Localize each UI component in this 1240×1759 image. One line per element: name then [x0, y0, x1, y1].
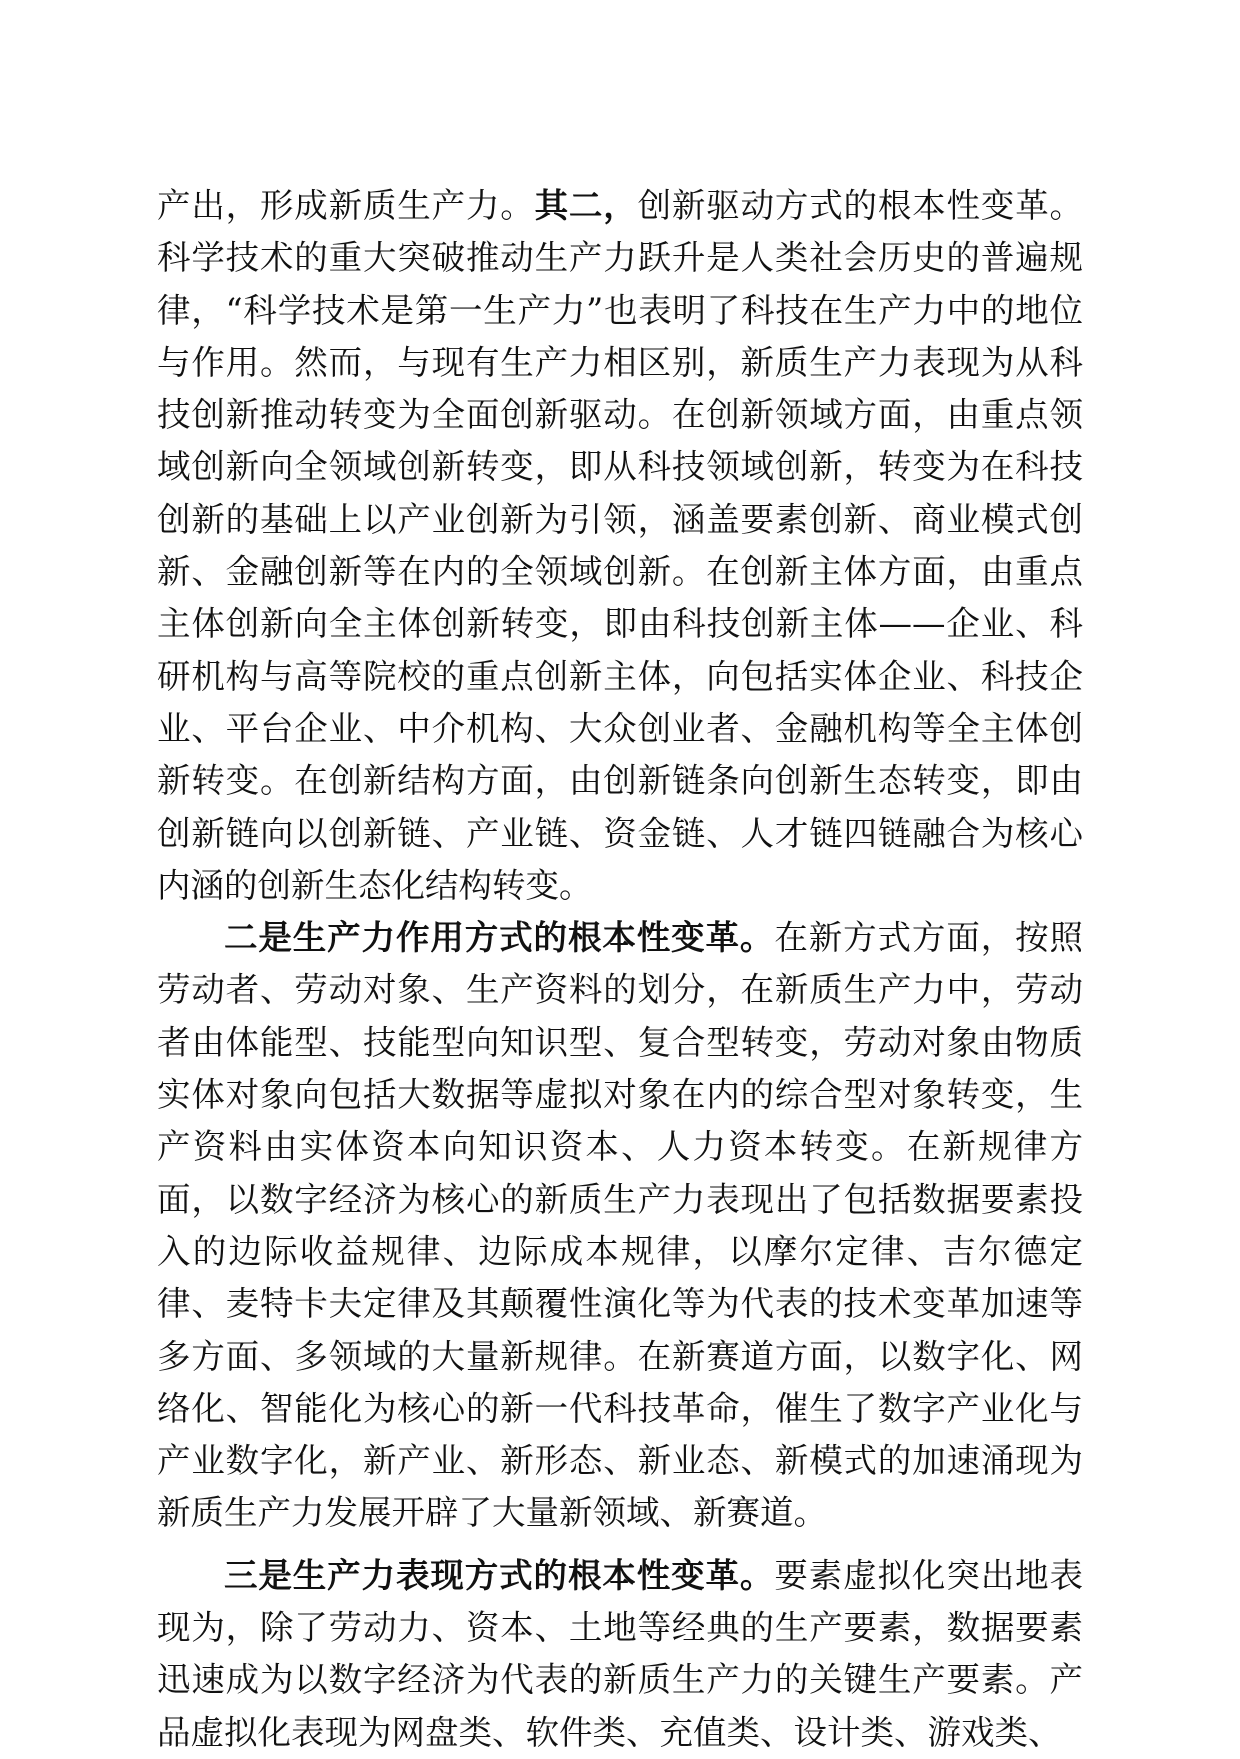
paragraph1-lead-text: 产出，形成新质生产力。 — [157, 186, 535, 225]
paragraph2-heading: 二是生产力作用方式的根本性变革。 — [224, 918, 775, 958]
paragraph1-body: 创新驱动方式的根本性变革。科学技术的重大突破推动生产力跃升是人类社会历史的普遍规律，“科学技术是第一生产力”也表明了科技在生产力中的地位与作用。然而，与现有生产力相区别，新质生产力表现为从科技创新推动转变为全面创新驱动。在创新领域方面，由重点领域创新向全领域创新转变，即从科技领域创新，转变为在科技创新的基础上以产业创新为引领，涵盖要素创新、商业模式创新、金融创新等在内的全领域创新。在创新主体方面，由重点主体创新向全主体创新转变，即由科技创新主体——企业、科研机构与高等院校的重点创新主体，向包括实体企业、科技企业、平台企业、中介机构、大众创业者、金融机构等全主体创新转变。在创新结构方面，由创新链条向创新生态转变，即由创新链向以创新链、产业链、资金链、人才链四链融合为核心内涵的创新生态化结构转变。 — [157, 186, 1084, 905]
paragraph1-heading: 其二， — [534, 186, 638, 225]
paragraph3-body: 要素虚拟化突出地表现为，除了劳动力、资本、土地等经典的生产要素，数据要素迅速成为以数字经济为代表的新质生产力的关键生产要素。产品虚拟化表现为网盘类、软件类、充值类、设计类、游戏类、 — [157, 1555, 1084, 1752]
paragraph3-heading: 三是生产力表现方式的根本性变革。 — [224, 1555, 775, 1595]
document-body — [157, 180, 1083, 1759]
paragraph-innovation-driven — [157, 180, 1083, 912]
paragraph-productivity-mode — [157, 912, 1083, 1540]
paragraph-productivity-expression — [157, 1550, 1083, 1759]
paragraph2-body: 在新方式方面，按照劳动者、劳动对象、生产资料的划分，在新质生产力中，劳动者由体能型、技能型向知识型、复合型转变，劳动对象由物质实体对象向包括大数据等虚拟对象在内的综合型对象转变，生产资料由实体资本向知识资本、人力资本转变。在新规律方面，以数字经济为核心的新质生产力表现出了包括数据要素投入的边际收益规律、边际成本规律，以摩尔定律、吉尔德定律、麦特卡夫定律及其颠覆性演化等为代表的技术变革加速等多方面、多领域的大量新规律。在新赛道方面，以数字化、网络化、智能化为核心的新一代科技革命，催生了数字产业化与产业数字化，新产业、新形态、新业态、新模式的加速涌现为新质生产力发展开辟了大量新领域、新赛道。 — [157, 918, 1084, 1533]
